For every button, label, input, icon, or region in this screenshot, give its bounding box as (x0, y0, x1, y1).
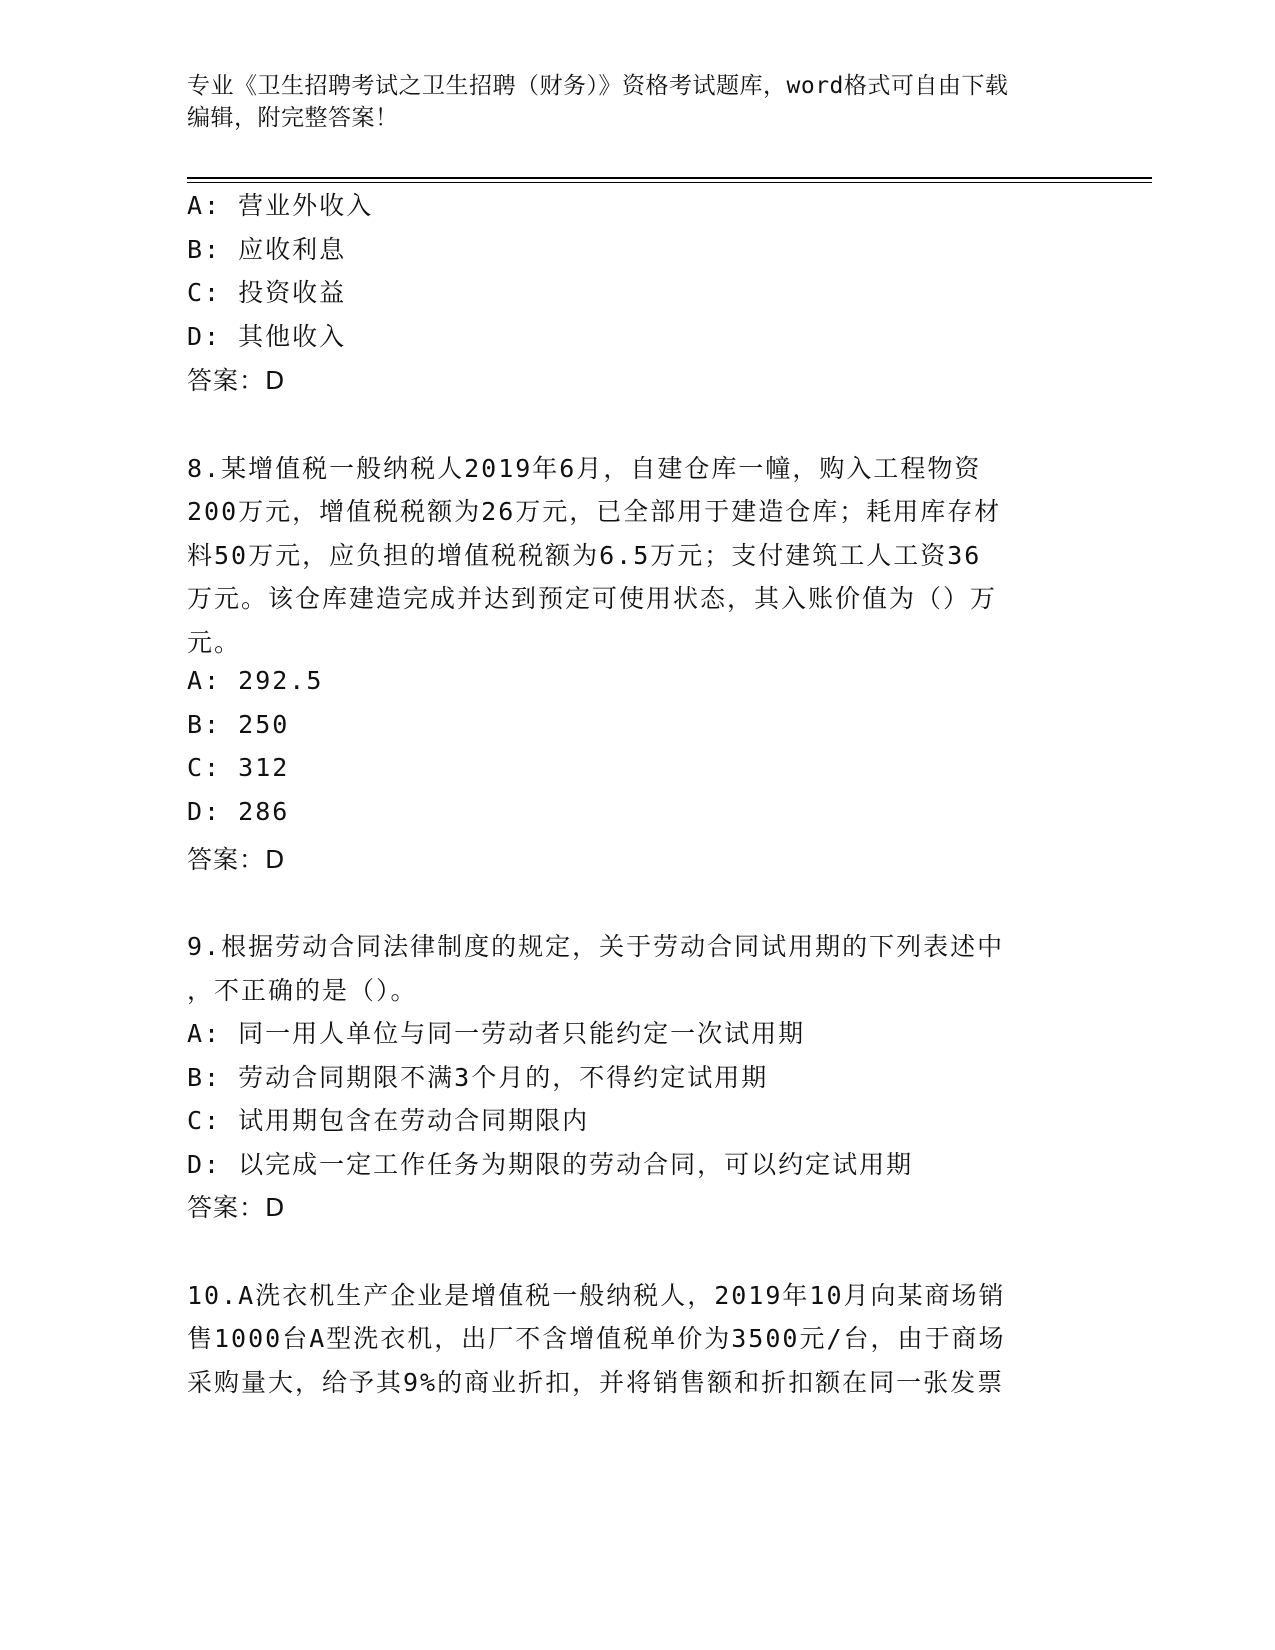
q8-stem-line-2: 200万元，增值税税额为26万元，已全部用于建造仓库；耗用库存材 (187, 497, 1002, 526)
header-line-2: 编辑，附完整答案！ (187, 105, 399, 131)
header-divider-thin (187, 182, 1152, 183)
q8-stem-line-3: 料50万元，应负担的增值税税额为6.5万元；支付建筑工人工资36 (187, 541, 982, 570)
q10-stem-line-3: 采购量大，给予其9%的商业折扣，并将销售额和折扣额在同一张发票 (187, 1368, 1005, 1397)
q7-option-d: D: 其他收入 (187, 322, 347, 351)
q8-option-a: A: 292.5 (187, 666, 324, 695)
q8-stem-line-1: 8.某增值税一般纳税人2019年6月，自建仓库一幢，购入工程物资 (187, 454, 982, 483)
q8-option-c: C: 312 (187, 753, 290, 782)
q7-answer: 答案：D (187, 366, 286, 395)
q9-option-b: B: 劳动合同期限不满3个月的，不得约定试用期 (187, 1063, 769, 1092)
q9-stem-line-2: ，不正确的是（）。 (187, 976, 418, 1005)
q8-option-b: B: 250 (187, 710, 290, 739)
q9-option-a: A: 同一用人单位与同一劳动者只能约定一次试用期 (187, 1019, 806, 1048)
q9-option-c: C: 试用期包含在劳动合同期限内 (187, 1106, 590, 1135)
q7-option-c: C: 投资收益 (187, 278, 347, 307)
q8-stem-line-5: 元。 (187, 628, 242, 657)
q8-option-d: D: 286 (187, 797, 290, 826)
q8-stem-line-4: 万元。该仓库建造完成并达到预定可使用状态，其入账价值为（）万 (187, 584, 998, 613)
q9-answer: 答案：D (187, 1193, 286, 1222)
q9-option-d: D: 以完成一定工作任务为期限的劳动合同，可以约定试用期 (187, 1150, 914, 1179)
document-header (187, 70, 1067, 134)
q8-answer: 答案：D (187, 845, 286, 874)
q9-stem-line-1: 9.根据劳动合同法律制度的规定，关于劳动合同试用期的下列表述中 (187, 932, 1005, 961)
q7-option-a: A: 营业外收入 (187, 191, 374, 220)
q10-stem-line-2: 售1000台A型洗衣机，出厂不含增值税单价为3500元/台，由于商场 (187, 1324, 1006, 1353)
q10-stem-line-1: 10.A洗衣机生产企业是增值税一般纳税人，2019年10月向某商场销 (187, 1281, 1006, 1310)
header-divider-thick (187, 177, 1152, 179)
q7-option-b: B: 应收利息 (187, 235, 347, 264)
header-line-1: 专业《卫生招聘考试之卫生招聘（财务）》资格考试题库，word格式可自由下载 (187, 73, 1009, 99)
